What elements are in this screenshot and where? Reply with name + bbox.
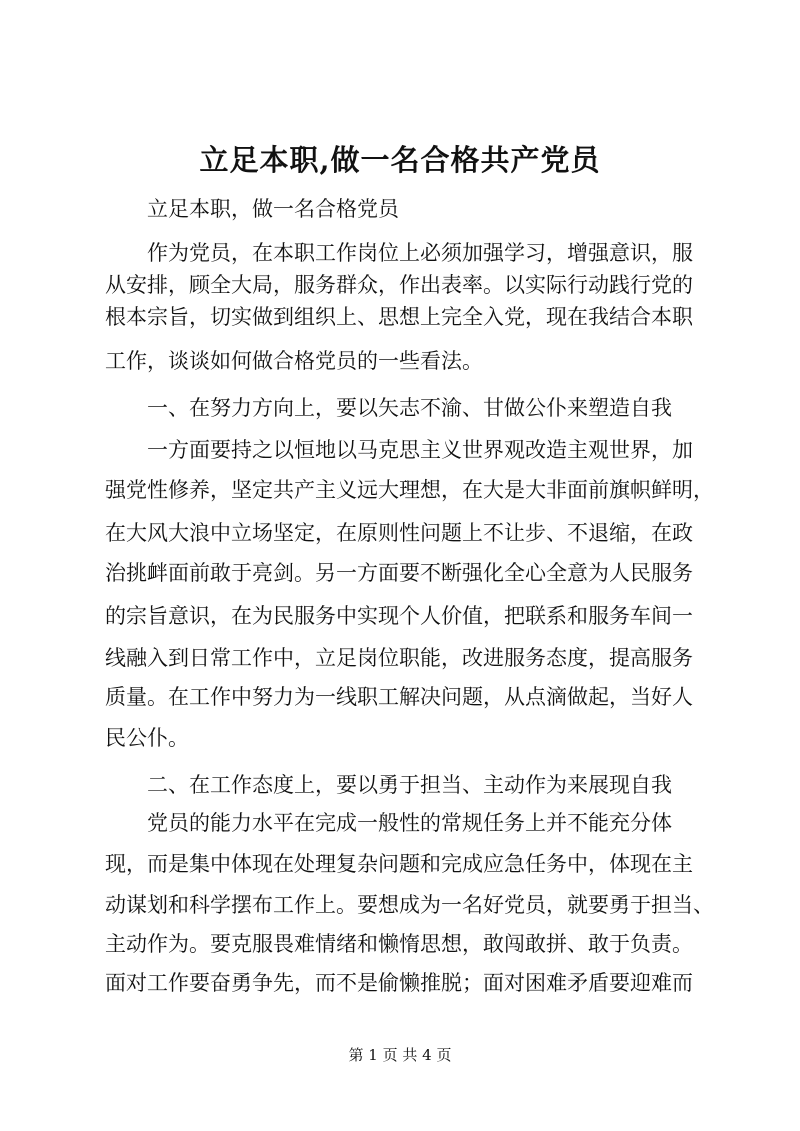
text-line: 面对工作要奋勇争先，而不是偷懒推脱；面对困难矛盾要迎难而 [105,971,693,995]
text-line: 强党性修养，坚定共产主义远大理想，在大是大非面前旗帜鲜明， [105,478,714,502]
text-line: 主动作为。要克服畏难情绪和懒惰思想，敢闯敢拼、敢于负责。 [105,932,693,956]
text-line: 治挑衅面前敢于亮剑。另一方面要不断强化全心全意为人民服务 [105,561,693,585]
text-line: 在大风大浪中立场坚定，在原则性问题上不让步、不退缩，在政 [105,521,693,545]
text-line: 现，而是集中体现在处理复杂问题和完成应急任务中，体现在主 [105,852,693,876]
text-line: 工作，谈谈如何做合格党员的一些看法。 [105,349,483,373]
text-line: 线融入到日常工作中，立足岗位职能，改进服务态度，提高服务 [105,646,693,670]
text-line: 的宗旨意识，在为民服务中实现个人价值，把联系和服务车间一 [105,604,693,628]
section-heading: 一、在努力方向上，要以矢志不渝、甘做公仆来塑造自我 [147,396,672,420]
text-line: 民公仆。 [105,726,189,750]
text-line: 从安排，顾全大局，服务群众，作出表率。以实际行动践行党的 [105,273,693,297]
text-line: 根本宗旨，切实做到组织上、思想上完全入党，现在我结合本职 [105,305,693,329]
text-line: 党员的能力水平在完成一般性的常规任务上并不能充分体 [147,811,672,835]
text-line: 质量。在工作中努力为一线职工解决问题，从点滴做起，当好人 [105,685,693,709]
text-line: 作为党员，在本职工作岗位上必须加强学习，增强意识，服 [147,241,693,265]
document-title: 立足本职,做一名合格共产党员 [199,143,601,177]
text-line: 立足本职，做一名合格党员 [147,197,399,221]
page-number-footer: 第 1 页 共 4 页 [348,1046,452,1064]
text-line: 动谋划和科学摆布工作上。要想成为一名好党员，就要勇于担当、 [105,893,714,917]
text-line: 一方面要持之以恒地以马克思主义世界观改造主观世界，加 [147,438,693,462]
section-heading: 二、在工作态度上，要以勇于担当、主动作为来展现自我 [147,773,672,797]
